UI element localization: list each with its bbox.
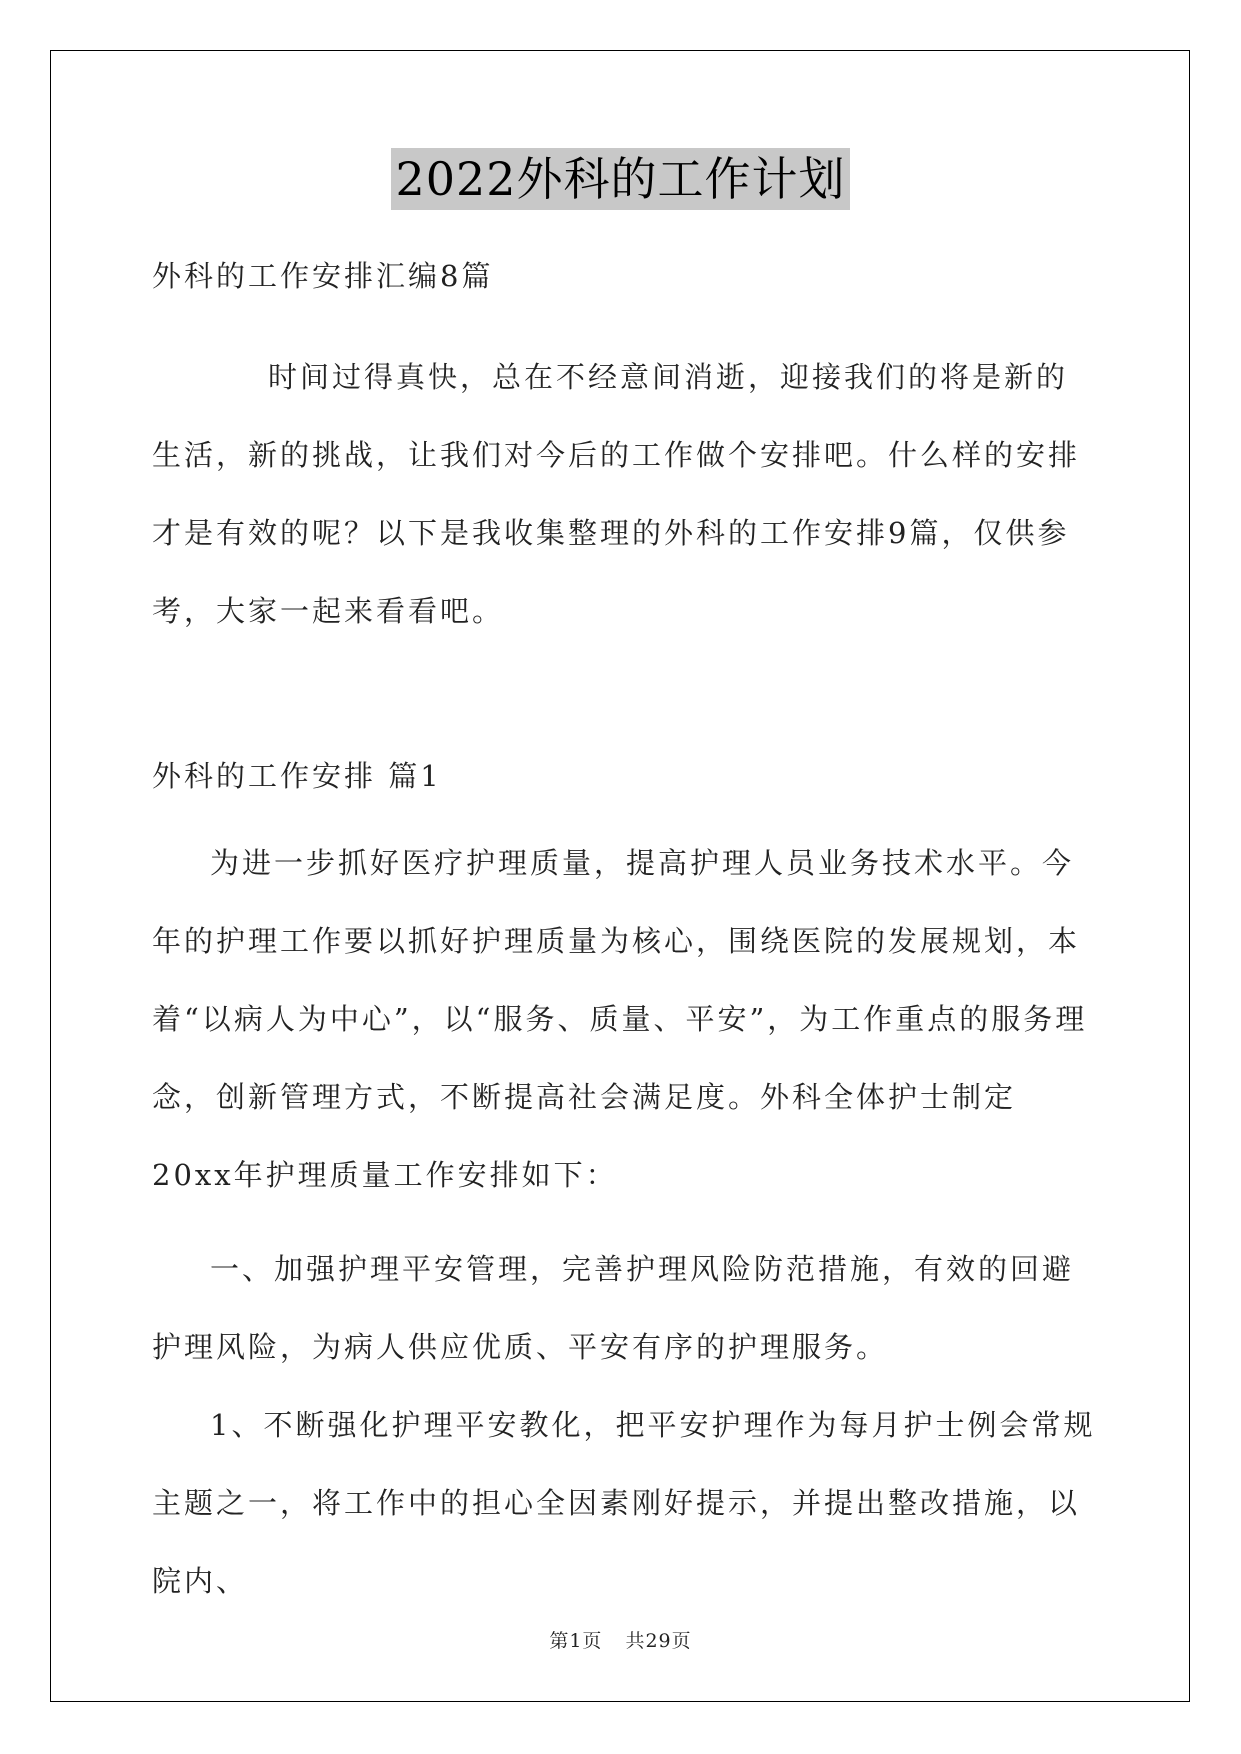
intro-paragraph: 时间过得真快，总在不经意间消逝，迎接我们的将是新的生活，新的挑战，让我们对今后的工作做个安排吧。什么样的安排才是有效的呢？以下是我收集整理的外科的工作安排9篇，仅供参考，大家一起来看看吧。 <box>152 360 1081 628</box>
page-total: 共29页 <box>625 1630 692 1652</box>
section1-paragraph: 为进一步抓好医疗护理质量，提高护理人员业务技术水平。今年的护理工作要以抓好护理质量为核心，围绕医院的发展规划，本着“以病人为中心”，以“服务、质量、平安”，为工作重点的服务理念，创新管理方式，不断提高社会满足度。外科全体护士制定20xx年护理质量工作安排如下： <box>152 846 1088 1192</box>
document-title: 2022外科的工作计划 <box>391 148 849 210</box>
page-footer <box>0 1626 1241 1653</box>
section1-heading: 外科的工作安排 篇1 <box>152 759 442 793</box>
page-number: 第1页 <box>549 1630 603 1652</box>
collection-subheading: 外科的工作安排汇编8篇 <box>152 259 494 293</box>
point-one-paragraph: 一、加强护理平安管理，完善护理风险防范措施，有效的回避护理风险，为病人供应优质、平安有序的护理服务。 <box>152 1252 1075 1364</box>
point-one-item1-paragraph: 1、不断强化护理平安教化，把平安护理作为每月护士例会常规主题之一，将工作中的担心全因素刚好提示，并提出整改措施，以院内、 <box>152 1408 1096 1598</box>
title-container <box>0 148 1241 210</box>
